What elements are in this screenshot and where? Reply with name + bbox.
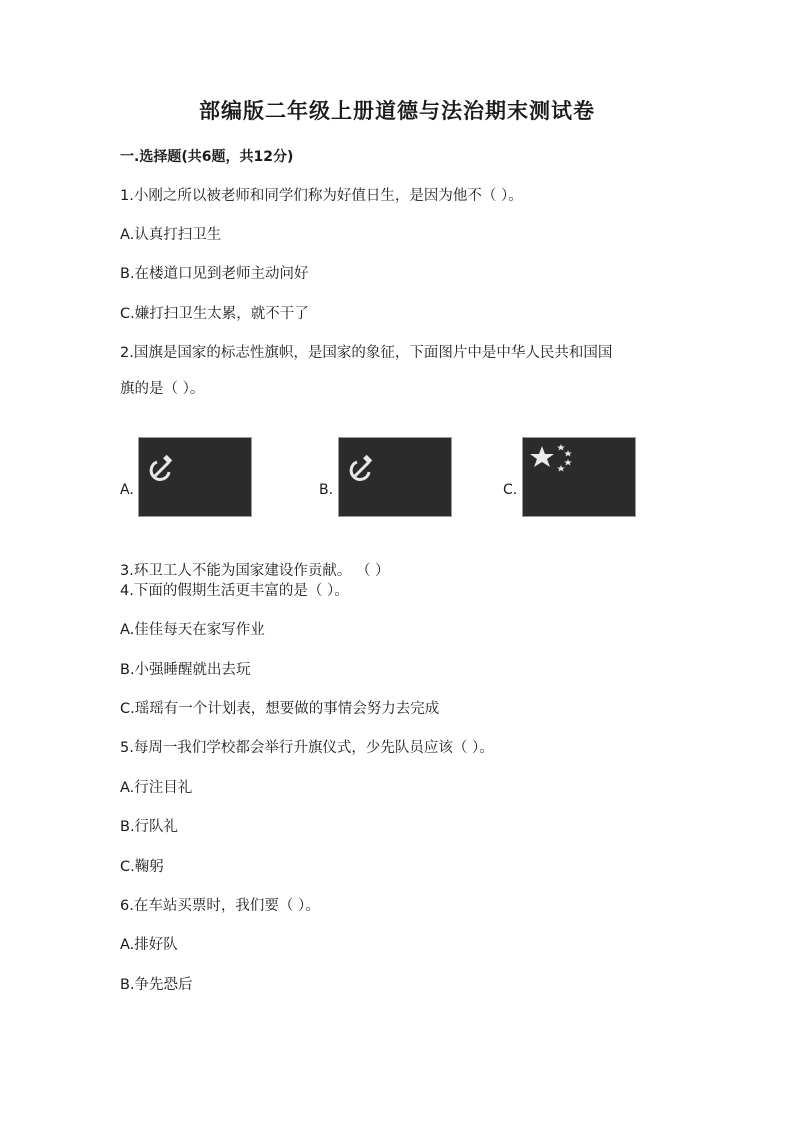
question-5-option-b: B.行队礼 bbox=[120, 819, 179, 835]
question-3-stem: 3.环卫工人不能为国家建设作贡献。 （ ） bbox=[120, 563, 390, 579]
question-6-option-a: A.排好队 bbox=[120, 937, 178, 953]
question-1-stem: 1.小刚之所以被老师和同学们称为好值日生，是因为他不（ ）。 bbox=[120, 188, 523, 204]
question-5-stem: 5.每周一我们学校都会举行升旗仪式，少先队员应该（ ）。 bbox=[120, 740, 494, 756]
question-2-option-b-label: B. bbox=[319, 482, 334, 498]
question-6-option-b: B.争先恐后 bbox=[120, 977, 193, 993]
question-2-option-c-label: C. bbox=[503, 482, 518, 498]
page-title: 部编版二年级上册道德与法治期末测试卷 bbox=[199, 98, 595, 123]
question-1-option-b: B.在楼道口见到老师主动问好 bbox=[120, 266, 309, 282]
question-4-option-c: C.瑶瑶有一个计划表，想要做的事情会努力去完成 bbox=[120, 701, 440, 717]
hammer-sickle-flag-icon bbox=[338, 437, 452, 517]
question-2-option-a-label: A. bbox=[120, 482, 134, 498]
question-6-stem: 6.在车站买票时，我们要（ ）。 bbox=[120, 898, 320, 914]
question-5-option-c: C.鞠躬 bbox=[120, 859, 164, 875]
question-2-stem-line-1: 2.国旗是国家的标志性旗帜，是国家的象征，下面图片中是中华人民共和国国 bbox=[120, 345, 613, 361]
question-4-option-b: B.小强睡醒就出去玩 bbox=[120, 662, 251, 678]
question-5-option-a: A.行注目礼 bbox=[120, 780, 193, 796]
question-2-stem-line-2: 旗的是（ ）。 bbox=[120, 381, 205, 397]
question-1-option-a: A.认真打扫卫生 bbox=[120, 227, 222, 243]
hammer-sickle-flag-icon bbox=[138, 437, 252, 517]
section-heading: 一.选择题(共6题，共12分) bbox=[120, 149, 294, 165]
question-4-stem: 4.下面的假期生活更丰富的是（ ）。 bbox=[120, 583, 349, 599]
five-star-flag-icon bbox=[522, 437, 636, 517]
question-4-option-a: A.佳佳每天在家写作业 bbox=[120, 622, 265, 638]
question-1-option-c: C.嫌打扫卫生太累，就不干了 bbox=[120, 306, 309, 322]
